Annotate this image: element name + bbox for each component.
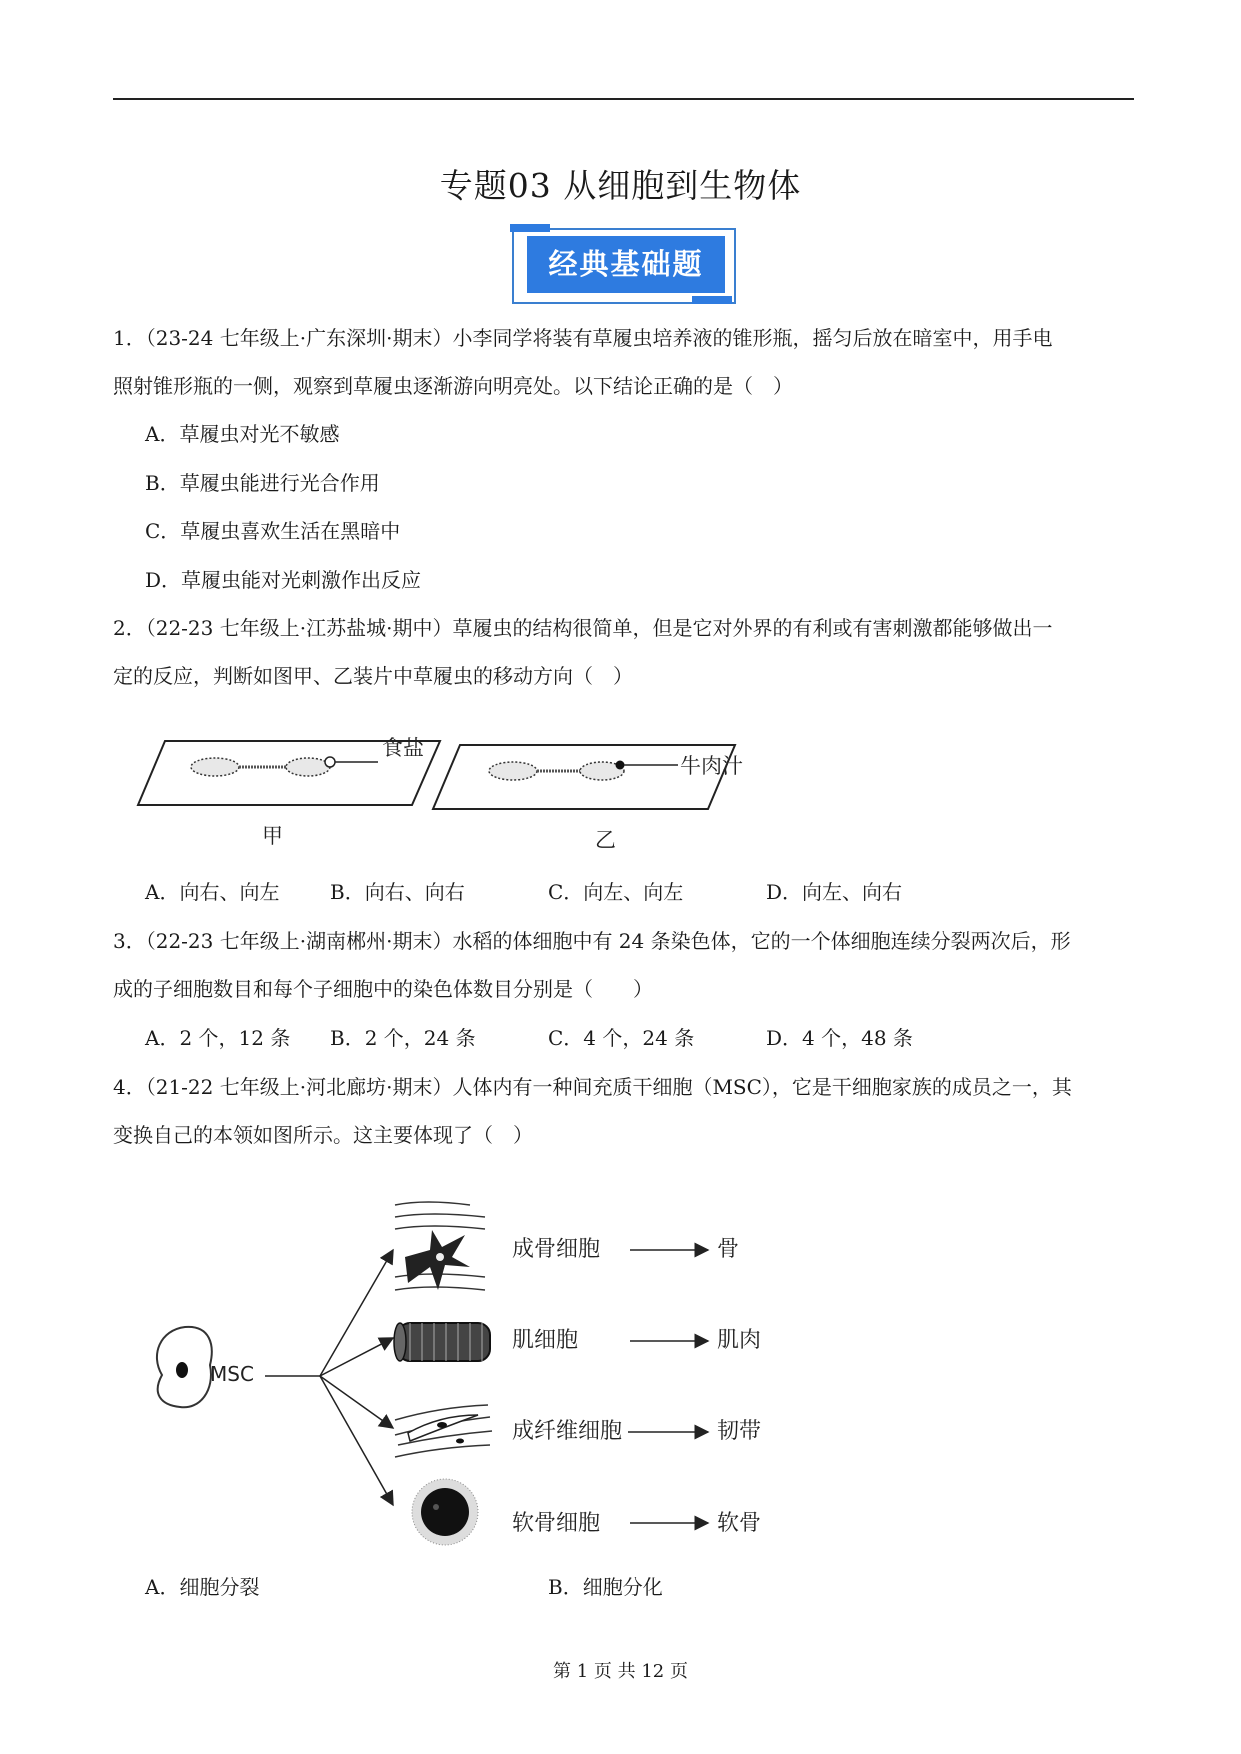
q4-option-b: B．细胞分化: [548, 1575, 663, 1599]
row-3-result: 韧带: [717, 1419, 762, 1444]
q2-stem-line1: 2．（22-23 七年级上·江苏盐城·期中）草履虫的结构很简单，但是它对外界的有利或有害刺激都能够做出一: [113, 616, 1053, 640]
q4-stem-line1: 4．（21-22 七年级上·河北廊坊·期末）人体内有一种间充质干细胞（MSC），它是干细胞家族的成员之一，其: [113, 1075, 1072, 1099]
q2-option-d: D．向左、向右: [766, 880, 903, 904]
label-yi: 乙: [595, 828, 616, 852]
row-1-cell: 成骨细胞: [512, 1237, 601, 1262]
row-2-result: 肌肉: [717, 1328, 762, 1353]
slide-yi: [433, 745, 743, 852]
label-salt: 食盐: [382, 736, 424, 760]
row-2-cell: 肌细胞: [512, 1328, 579, 1353]
q1-option-c: C．草履虫喜欢生活在黑暗中: [145, 519, 401, 543]
row-3-cell: 成纤维细胞: [512, 1419, 623, 1444]
q1-option-b: B．草履虫能进行光合作用: [145, 471, 380, 495]
q3-stem-line1: 3．（22-23 七年级上·湖南郴州·期末）水稻的体细胞中有 24 条染色体，它的一个体细胞连续分裂两次后，形: [113, 929, 1071, 953]
row-1-result: 骨: [717, 1237, 740, 1262]
msc-differentiation-figure: [140, 1195, 800, 1555]
msc-label: MSC: [210, 1362, 254, 1386]
q3-option-b: B．2 个，24 条: [330, 1026, 476, 1050]
muscle-cell-image: [394, 1323, 490, 1361]
row-4-cell: 软骨细胞: [512, 1511, 601, 1536]
q1-stem-line2: 照射锥形瓶的一侧，观察到草履虫逐渐游向明亮处。以下结论正确的是（ ）: [113, 374, 793, 398]
q3-option-a: A．2 个，12 条: [145, 1026, 291, 1050]
slides-figure: [130, 725, 810, 860]
osteoblast-image: [395, 1202, 485, 1290]
q3-option-c: C．4 个，24 条: [548, 1026, 695, 1050]
q1-option-a: A．草履虫对光不敏感: [145, 422, 340, 446]
q2-option-a: A．向右、向左: [145, 880, 280, 904]
page-footer: 第 1 页 共 12 页: [553, 1661, 688, 1682]
label-jia: 甲: [262, 824, 283, 848]
section-badge-label: 经典基础题: [527, 236, 725, 293]
q1-stem-line1: 1．（23-24 七年级上·广东深圳·期末）小李同学将装有草履虫培养液的锥形瓶，摇匀后放在暗室中，用手电: [113, 326, 1053, 350]
chondrocyte-image: [412, 1479, 478, 1545]
row-4-result: 软骨: [717, 1511, 762, 1536]
q4-option-a: A．细胞分裂: [145, 1575, 260, 1599]
q2-option-b: B．向右、向右: [330, 880, 465, 904]
page-title: 专题03 从细胞到生物体: [439, 166, 802, 205]
label-broth: 牛肉汁: [680, 754, 743, 778]
q2-stem-line2: 定的反应，判断如图甲、乙装片中草履虫的移动方向（ ）: [113, 664, 633, 688]
slide-jia: [138, 736, 440, 848]
header-rule: [113, 98, 1134, 100]
fibroblast-image: [395, 1405, 492, 1457]
q2-option-c: C．向左、向左: [548, 880, 684, 904]
msc-cell: [157, 1327, 254, 1407]
section-badge: [510, 224, 740, 304]
q3-stem-line2: 成的子细胞数目和每个子细胞中的染色体数目分别是（ ）: [113, 977, 653, 1001]
q3-option-d: D．4 个，48 条: [766, 1026, 913, 1050]
q4-stem-line2: 变换自己的本领如图所示。这主要体现了（ ）: [113, 1123, 533, 1147]
q1-option-d: D．草履虫能对光刺激作出反应: [145, 568, 422, 592]
